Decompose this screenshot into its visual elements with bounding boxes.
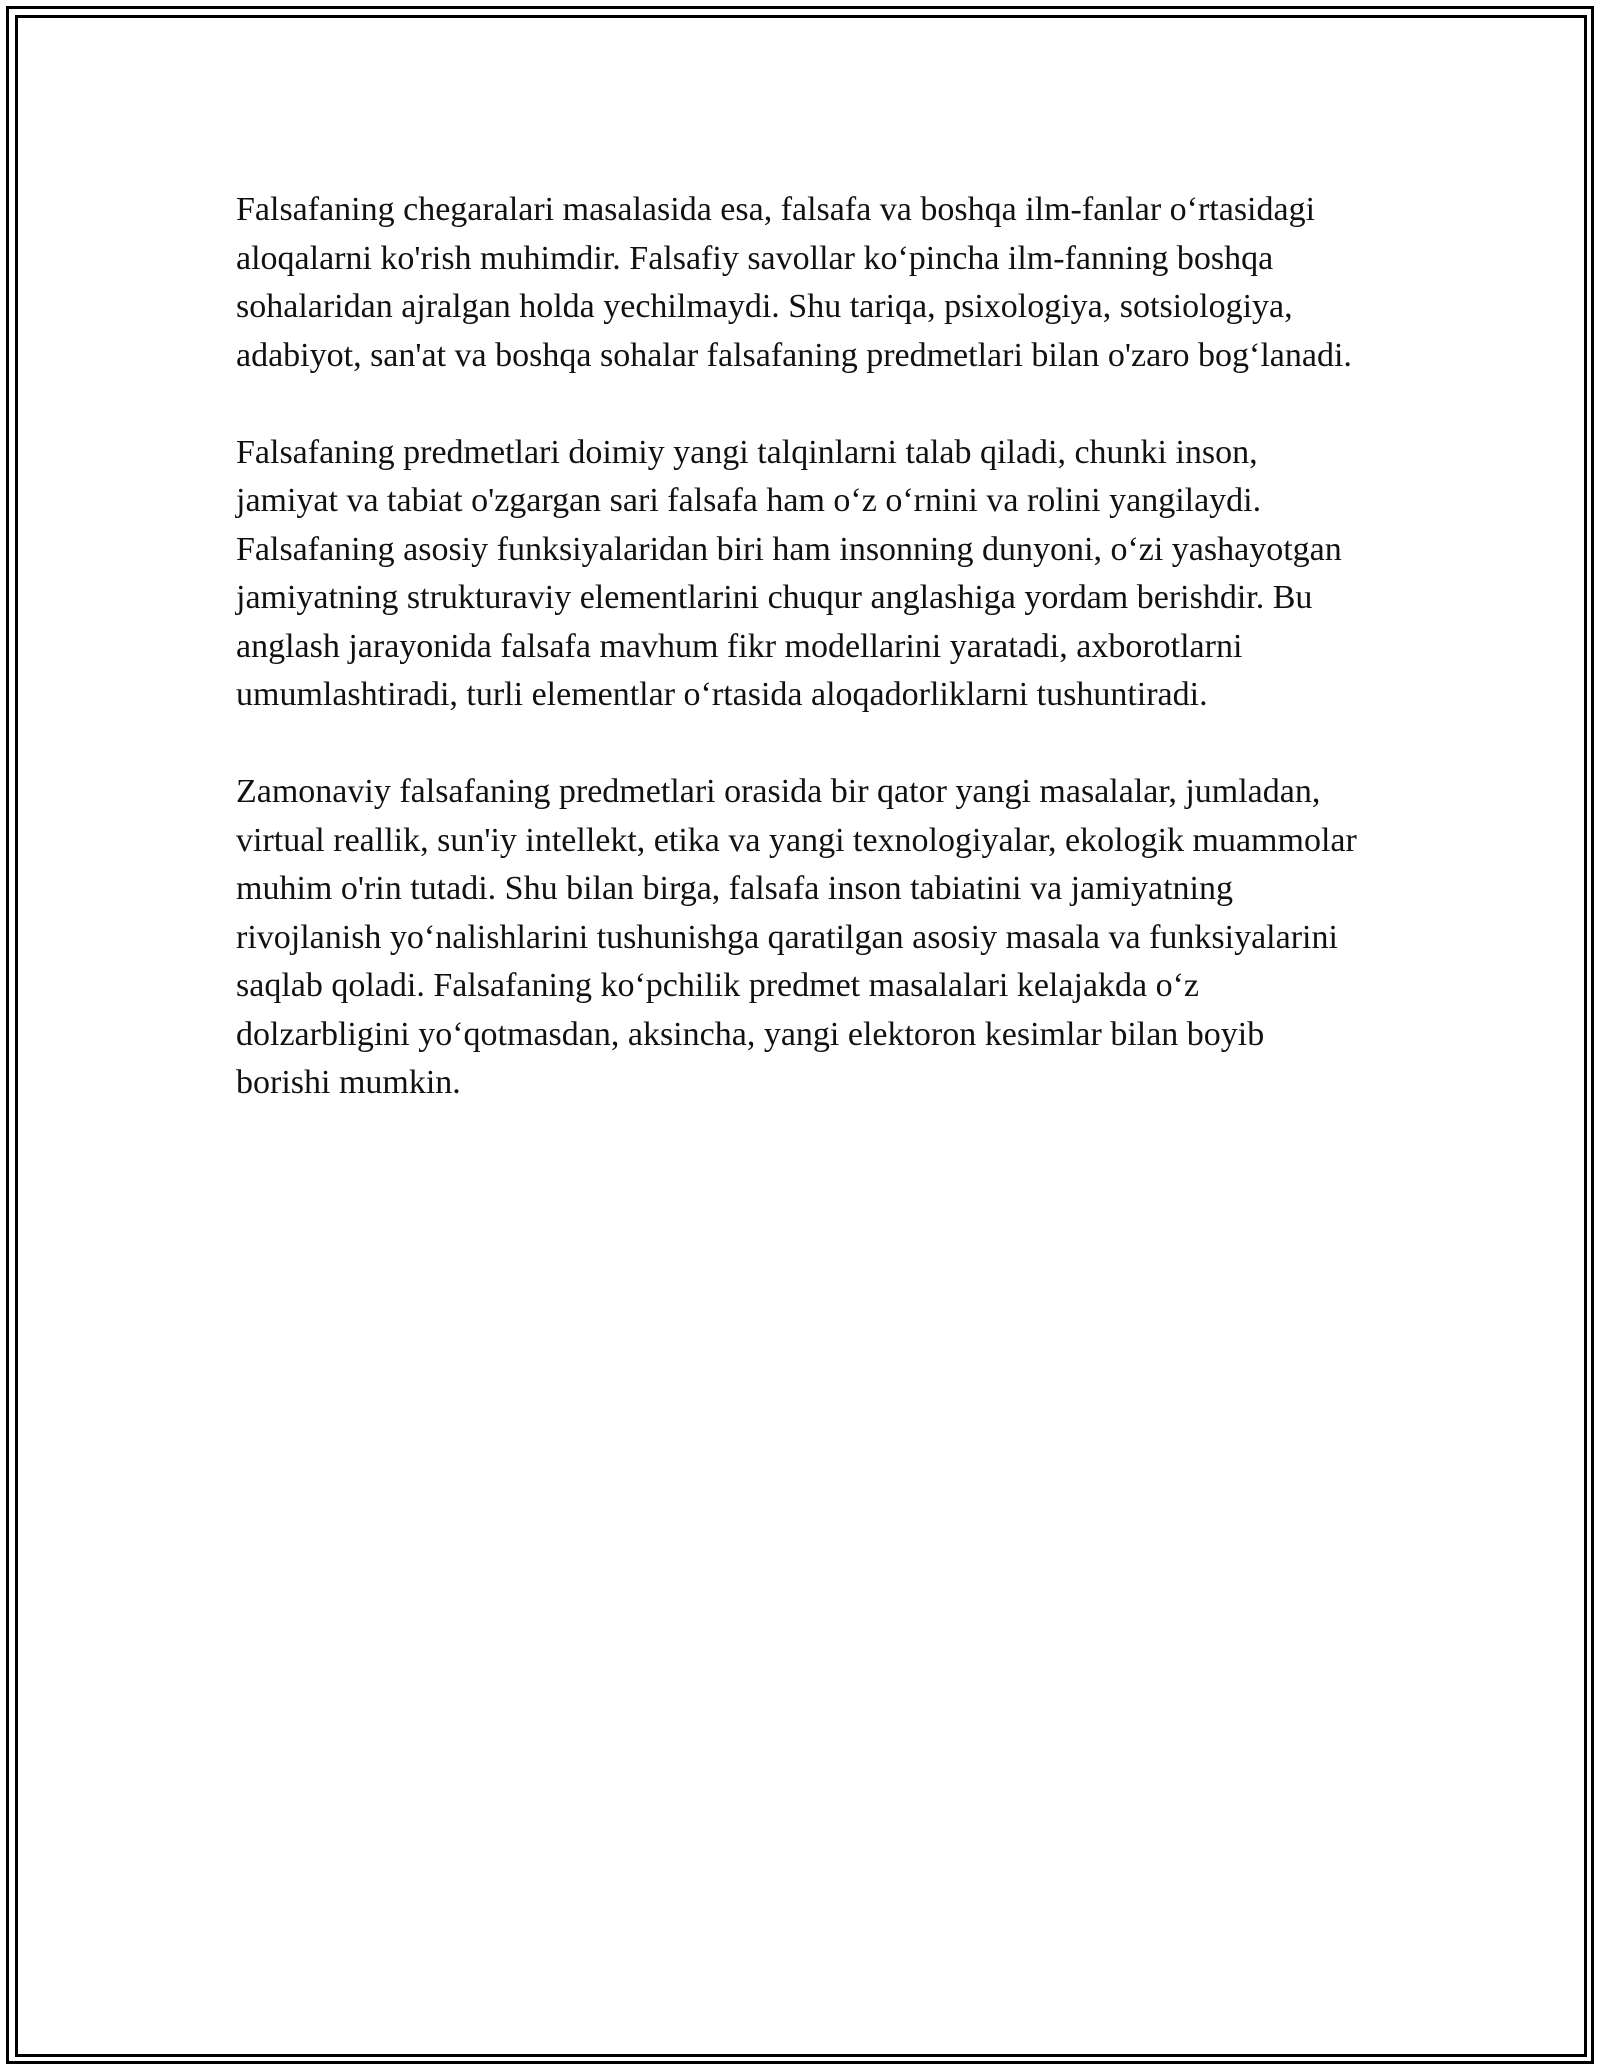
document-body [236, 186, 1366, 1156]
paragraph-2: Falsafaning predmetlari doimiy yangi talqinlarni talab qiladi, chunki inson, jamiyat va tabiat o'zgargan sari falsafa ham o‘z o‘rnini va rolini yangilaydi. Falsafaning asosiy funksiyalaridan biri ham insonning dunyoni, o‘zi yashayotgan jamiyatning strukturaviy elementlarini chuqur anglashiga yordam berishdir. Bu anglash jarayonida falsafa mavhum fikr modellarini yaratadi, axborotlarni umumlashtiradi, turli elementlar o‘rtasida aloqadorliklarni tushuntiradi. [236, 433, 1342, 713]
paragraph-3: Zamonaviy falsafaning predmetlari orasida bir qator yangi masalalar, jumladan, virtual reallik, sun'iy intellekt, etika va yangi texnologiyalar, ekologik muammolar muhim o'rin tutadi. Shu bilan birga, falsafa inson tabiatini va jamiyatning rivojlanish yo‘nalishlarini tushunishga qaratilgan asosiy masala va funksiyalarini saqlab qoladi. Falsafaning ko‘pchilik predmet masalalari kelajakda o‘z dolzarbligini yo‘qotmasdan, aksincha, yangi elektoron kesimlar bilan boyib borishi mumkin. [236, 773, 1357, 1101]
paragraph-1: Falsafaning chegaralari masalasida esa, falsafa va boshqa ilm-fanlar o‘rtasidagi aloqalarni ko'rish muhimdir. Falsafiy savollar ko‘pincha ilm-fanning boshqa sohalaridan ajralgan holda yechilmaydi. Shu tariqa, psixologiya, sotsiologiya, adabiyot, san'at va boshqa sohalar falsafaning predmetlari bilan o'zaro bog‘lanadi. [236, 191, 1352, 374]
